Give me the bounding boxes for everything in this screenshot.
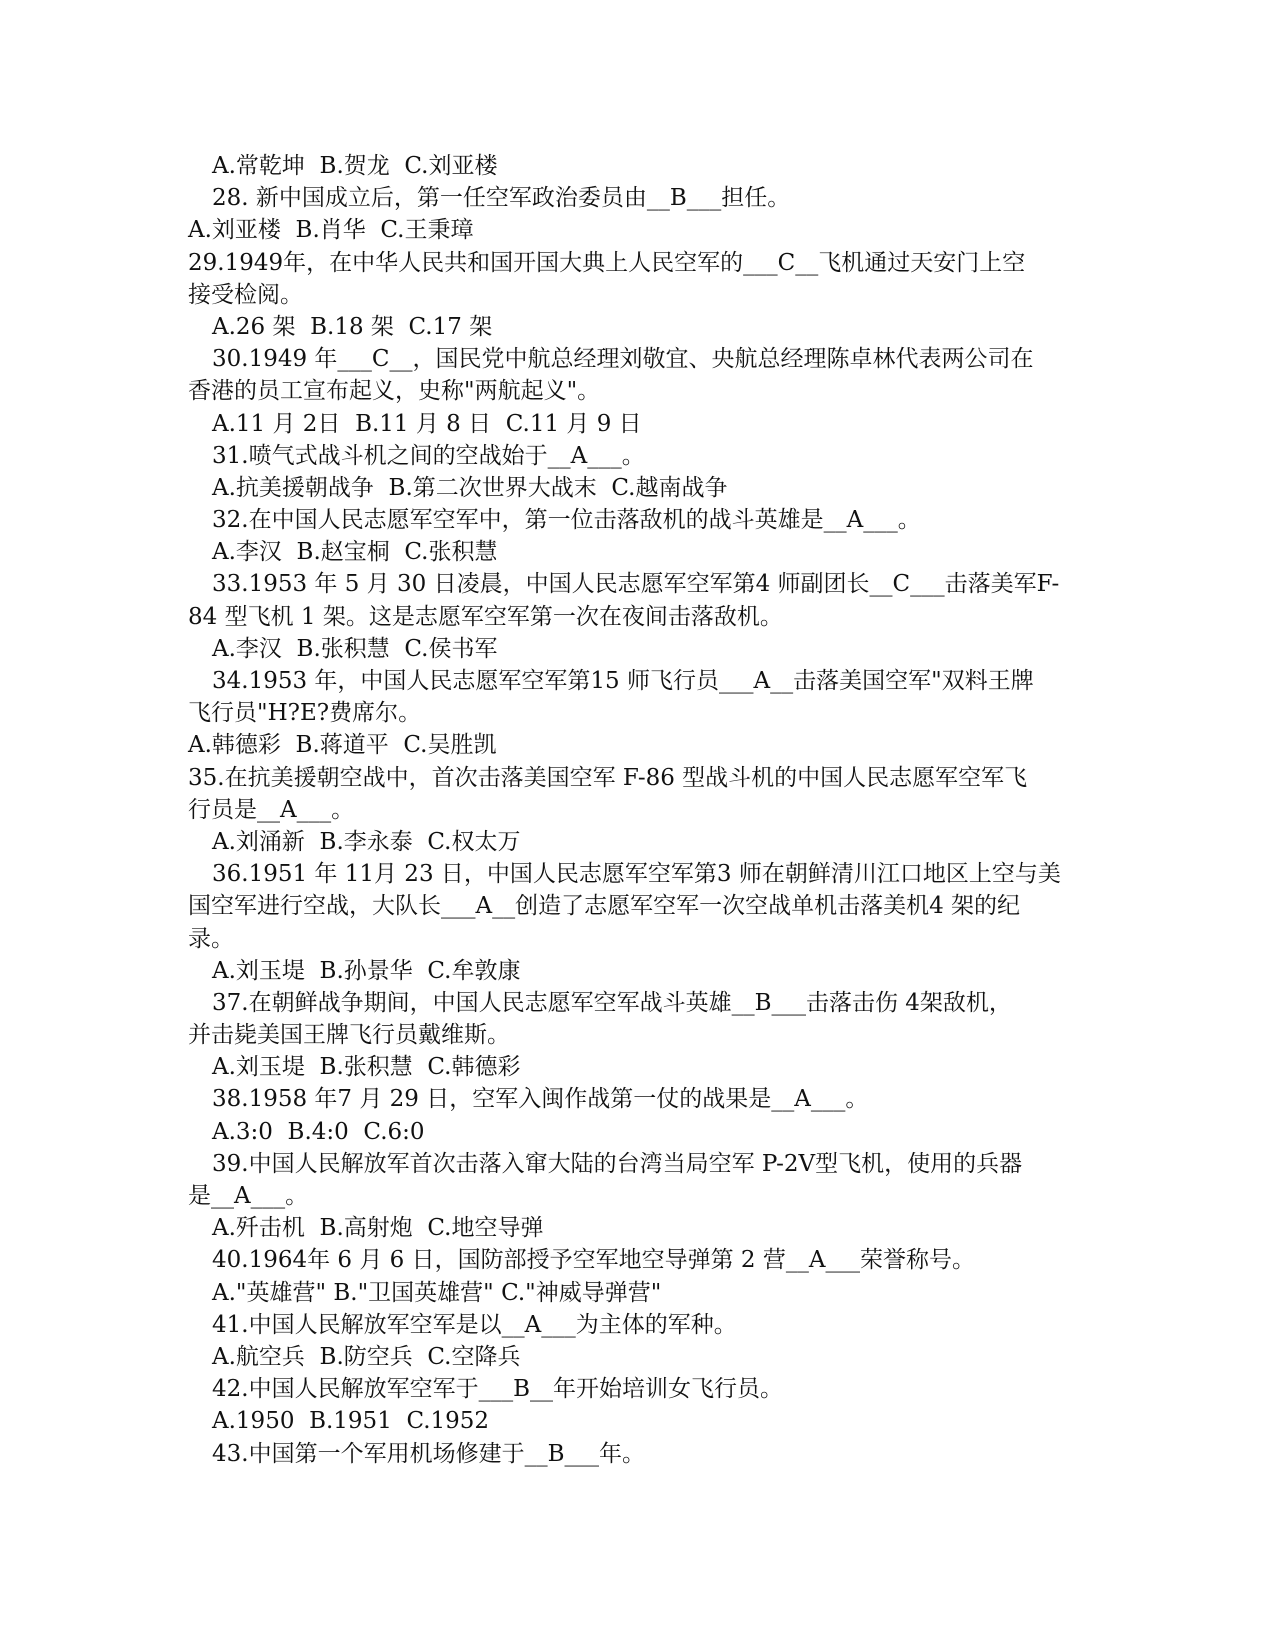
- text-line: 40.1964年 6 月 6 日，国防部授予空军地空导弹第 2 营__A___荣誉称号。: [212, 1247, 975, 1274]
- text-line: 30.1949 年___C__，国民党中航总经理刘敬宜、央航总经理陈卓林代表两公司在: [212, 346, 1034, 373]
- text-line: 行员是__A___。: [188, 796, 355, 823]
- text-line: A.刘涌新 B.李永泰 C.权太万: [212, 828, 521, 855]
- text-line: A.常乾坤 B.贺龙 C.刘亚楼: [212, 153, 498, 179]
- text-line: A.歼击机 B.高射炮 C.地空导弹: [212, 1215, 544, 1242]
- text-line: 84 型飞机 1 架。这是志愿军空军第一次在夜间击落敌机。: [188, 603, 783, 630]
- text-line: 39.中国人民解放军首次击落入窜大陆的台湾当局空军 P-2V型飞机，使用的兵器: [212, 1150, 1023, 1177]
- text-line: A.李汉 B.赵宝桐 C.张积慧: [212, 539, 498, 566]
- text-line: 并击毙美国王牌飞行员戴维斯。: [188, 1022, 510, 1049]
- text-line: A.李汉 B.张积慧 C.侯书军: [212, 635, 498, 662]
- text-line: A.3:0 B.4:0 C.6:0: [212, 1118, 425, 1145]
- text-line: 香港的员工宣布起义，史称"两航起义"。: [188, 378, 601, 405]
- text-line: 29.1949年，在中华人民共和国开国大典上人民空军的___C__飞机通过天安门上空: [188, 249, 1026, 276]
- text-line: A.刘玉堤 B.孙景华 C.牟敦康: [212, 957, 521, 984]
- text-line: 33.1953 年 5 月 30 日凌晨，中国人民志愿军空军第4 师副团长__C___击落美军F-: [212, 571, 1060, 598]
- text-line: 接受检阅。: [188, 281, 303, 308]
- text-line: 37.在朝鲜战争期间，中国人民志愿军空军战斗英雄__B___击落击伤 4架敌机，: [212, 989, 1012, 1016]
- text-line: 32.在中国人民志愿军空军中，第一位击落敌机的战斗英雄是__A___。: [212, 507, 921, 534]
- text-line: 录。: [188, 925, 234, 952]
- text-line: 41.中国人民解放军空军是以__A___为主体的军种。: [212, 1311, 737, 1338]
- text-line: A.刘亚楼 B.肖华 C.王秉璋: [188, 217, 474, 244]
- text-line: A.1950 B.1951 C.1952: [212, 1408, 490, 1435]
- text-line: A."英雄营" B."卫国英雄营" C."神威导弹营": [212, 1279, 662, 1306]
- text-line: 34.1953 年，中国人民志愿军空军第15 师飞行员___A__击落美国空军"双料王牌: [212, 668, 1034, 694]
- text-line: 42.中国人民解放军空军于___B__年开始培训女飞行员。: [212, 1376, 783, 1403]
- text-line: 31.喷气式战斗机之间的空战始于__A___。: [212, 442, 645, 469]
- text-line: 36.1951 年 11月 23 日，中国人民志愿军空军第3 师在朝鲜清川江口地区上空与美: [212, 861, 1061, 888]
- text-line: 飞行员"H?E?费席尔。: [188, 700, 422, 727]
- document-body: [188, 150, 1088, 1470]
- text-line: 35.在抗美援朝空战中，首次击落美国空军 F-86 型战斗机的中国人民志愿军空军飞: [188, 764, 1028, 791]
- text-line: 国空军进行空战，大队长___A__创造了志愿军空军一次空战单机击落美机4 架的纪: [188, 893, 1021, 920]
- text-line: A.26 架 B.18 架 C.17 架: [212, 313, 493, 340]
- text-line: 28. 新中国成立后，第一任空军政治委员由__B___担任。: [212, 185, 791, 212]
- text-line: 是__A___。: [188, 1183, 309, 1209]
- text-line: 38.1958 年7 月 29 日，空军入闽作战第一仗的战果是__A___。: [212, 1086, 869, 1113]
- text-line: A.刘玉堤 B.张积慧 C.韩德彩: [212, 1054, 521, 1081]
- text-line: 43.中国第一个军用机场修建于__B___年。: [212, 1440, 645, 1467]
- text-line: A.韩德彩 B.蒋道平 C.吴胜凯: [188, 732, 497, 759]
- text-line: A.抗美援朝战争 B.第二次世界大战末 C.越南战争: [212, 474, 728, 501]
- text-line: A.11 月 2日 B.11 月 8 日 C.11 月 9 日: [212, 410, 642, 437]
- text-line: A.航空兵 B.防空兵 C.空降兵: [212, 1343, 521, 1370]
